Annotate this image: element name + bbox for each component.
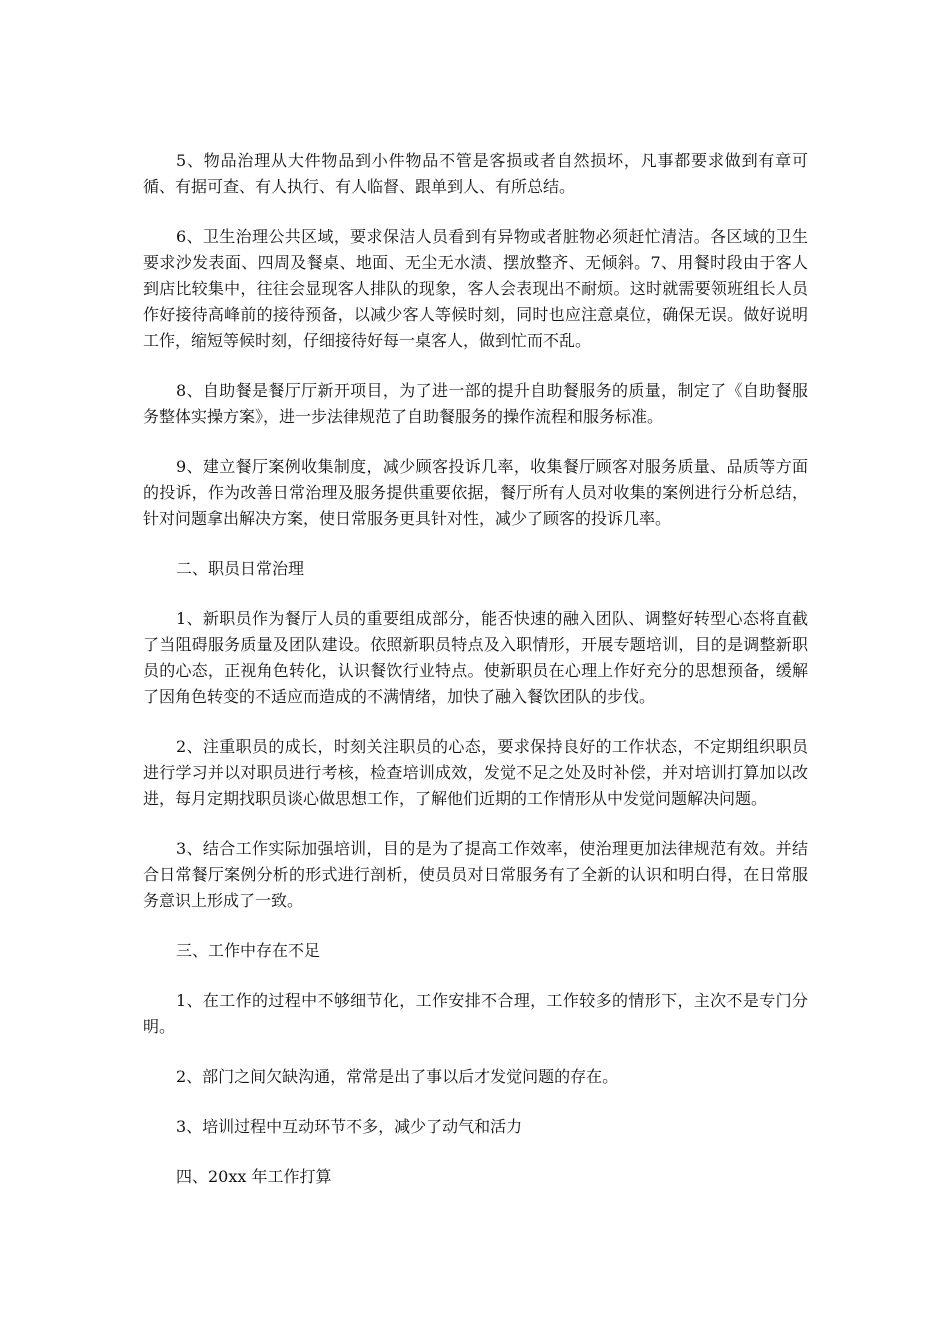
paragraph-shortcoming-1: 1、在工作的过程中不够细节化，工作安排不合理，工作较多的情形下，主次不是专门分明。 <box>143 991 808 1036</box>
paragraph-staff-growth: 2、注重职员的成长，时刻关注职员的心态，要求保持良好的工作状态，不定期组织职员进行学习并以对职员进行考核，检查培训成效，发觉不足之处及时补偿，并对培训打算加以改进，每月定期找职员谈心做思想工作，了解他们近期的工作情形从中发觉问题解决问题。 <box>143 737 808 808</box>
paragraph-training: 3、结合工作实际加强培训，目的是为了提高工作效率，使治理更加法律规范有效。并结合日常餐厅案例分析的形式进行剖析，使员员对日常服务有了全新的认识和明白得，在日常服务意识上形成了一致。 <box>143 839 808 910</box>
document-body <box>143 148 808 1214</box>
paragraph-hygiene: 6、卫生治理公共区域，要求保洁人员看到有异物或者脏物必须赶忙清洁。各区域的卫生要求沙发表面、四周及餐桌、地面、无尘无水渍、摆放整齐、无倾斜。7、用餐时段由于客人到店比较集中，往往会显现客人排队的现象，客人会表现出不耐烦。这时就需要领班组长人员作好接待高峰前的接待预备，以减少客人等候时刻，同时也应注意桌位，确保无误。做好说明工作，缩短等候时刻，仔细接待好每一桌客人，做到忙而不乱。 <box>143 227 808 350</box>
paragraph-case-collection: 9、建立餐厅案例收集制度，减少顾客投诉几率，收集餐厅顾客对服务质量、品质等方面的投诉，作为改善日常治理及服务提供重要依据，餐厅所有人员对收集的案例进行分析总结，针对问题拿出解决方案，使日常服务更具针对性，减少了顾客的投诉几率。 <box>143 457 808 528</box>
paragraph-buffet: 8、自助餐是餐厅厅新开项目，为了进一部的提升自助餐服务的质量，制定了《自助餐服务整体实操方案》，进一步法律规范了自助餐服务的操作流程和服务标准。 <box>143 381 808 426</box>
section-heading-staff: 二、职员日常治理 <box>176 559 305 578</box>
paragraph-shortcoming-2: 2、部门之间欠缺沟通，常常是出了事以后才发觉问题的存在。 <box>176 1067 619 1086</box>
section-heading-plan: 四、20xx 年工作打算 <box>176 1167 332 1186</box>
paragraph-new-staff: 1、新职员作为餐厅人员的重要组成部分，能否快速的融入团队、调整好转型心态将直截了当阻碍服务质量及团队建设。依照新职员特点及入职情形，开展专题培训，目的是调整新职员的心态，正视角色转化，认识餐饮行业特点。使新职员在心理上作好充分的思想预备，缓解了因角色转变的不适应而造成的不满情绪，加快了融入餐饮团队的步伐。 <box>143 609 808 706</box>
paragraph-shortcoming-3: 3、培训过程中互动环节不多，减少了动气和活力 <box>176 1117 523 1136</box>
section-heading-shortcomings: 三、工作中存在不足 <box>176 941 321 960</box>
paragraph-item-5: 5、物品治理从大件物品到小件物品不管是客损或者自然损坏，凡事都要求做到有章可循、有据可查、有人执行、有人临督、跟单到人、有所总结。 <box>143 151 808 196</box>
